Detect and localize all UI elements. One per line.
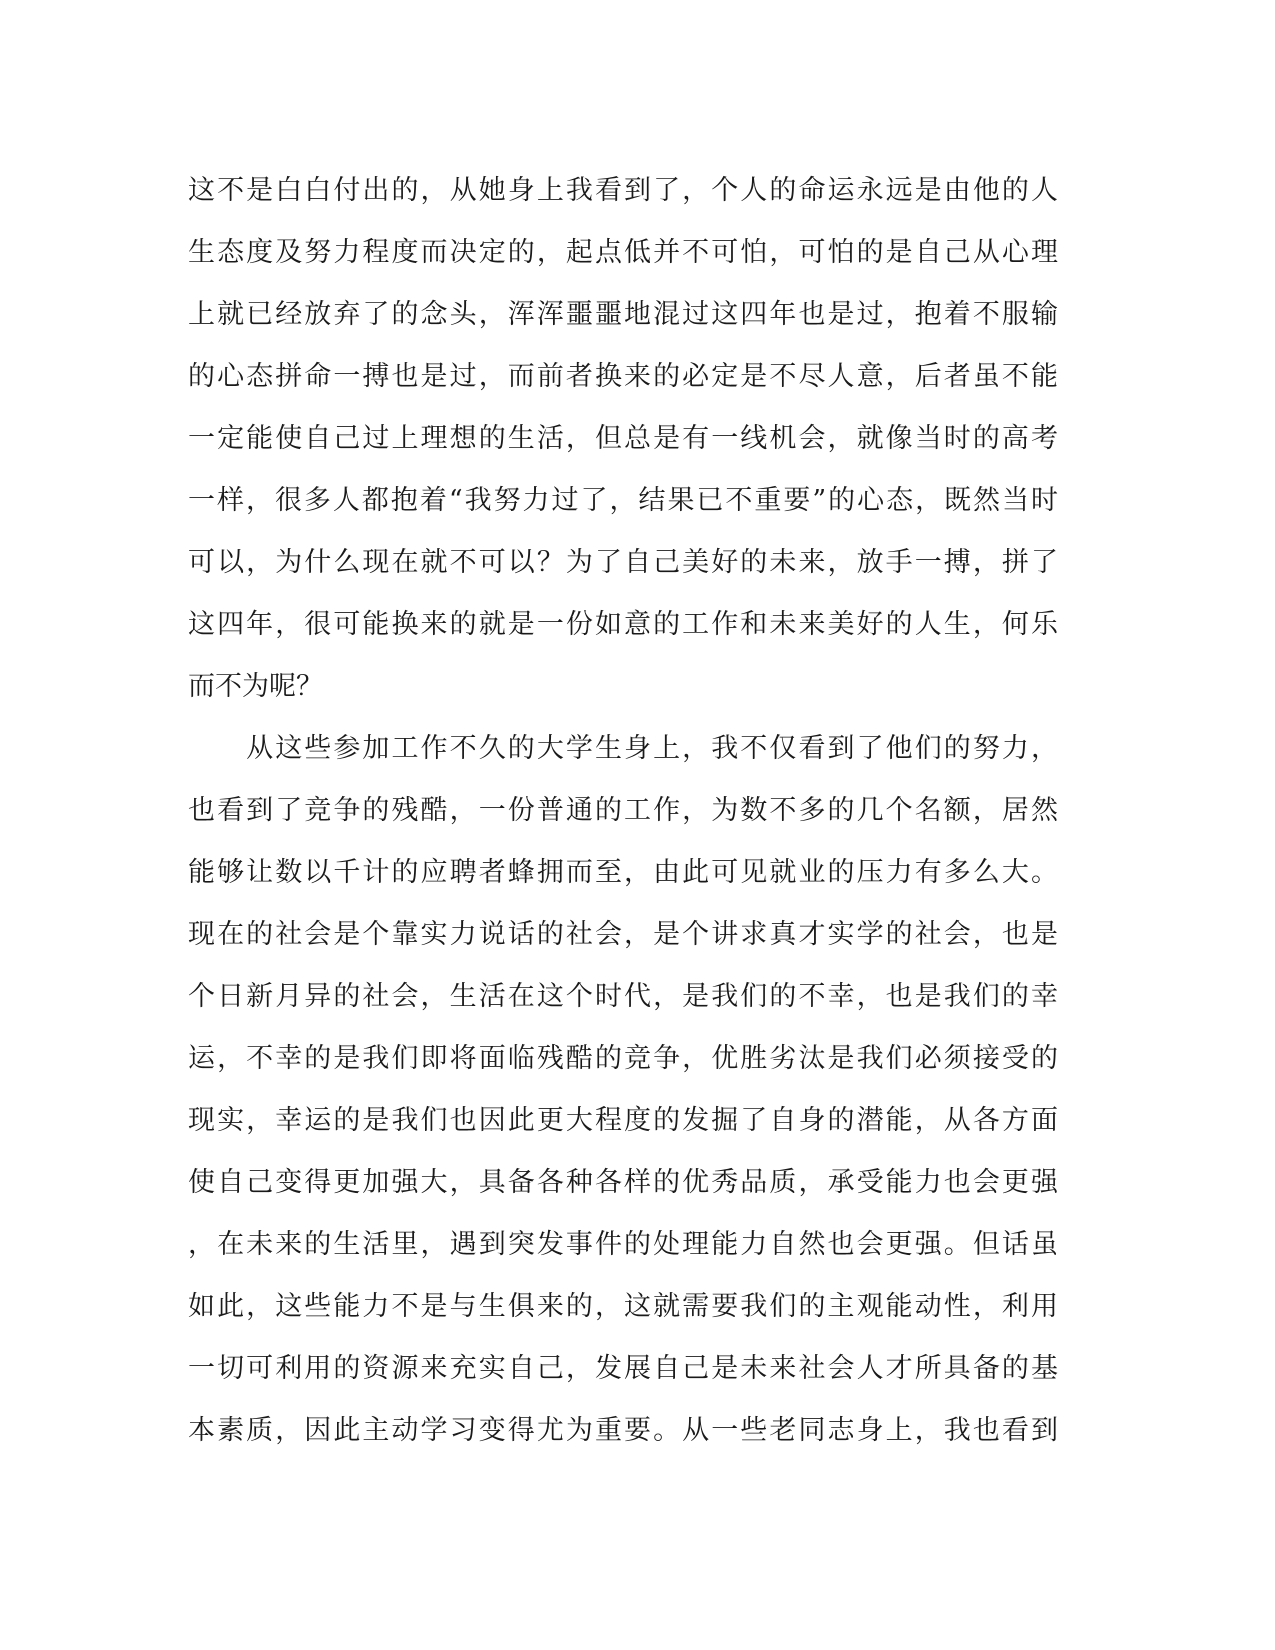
text-line: 一定能使自己过上理想的生活，但总是有一线机会，就像当时的高考 (188, 423, 1058, 454)
text-line: 这四年，很可能换来的就是一份如意的工作和未来美好的人生，何乐 (188, 609, 1058, 640)
text-line: 现在的社会是个靠实力说话的社会，是个讲求真才实学的社会，也是 (188, 919, 1058, 950)
text-line: 一切可利用的资源来充实自己，发展自己是未来社会人才所具备的基 (188, 1353, 1058, 1384)
text-line: 本素质，因此主动学习变得尤为重要。从一些老同志身上，我也看到 (188, 1415, 1058, 1446)
text-line: 可以，为什么现在就不可以？为了自己美好的未来，放手一搏，拼了 (188, 547, 1058, 578)
text-line: 使自己变得更加强大，具备各种各样的优秀品质，承受能力也会更强 (188, 1167, 1058, 1198)
text-line: 上就已经放弃了的念头，浑浑噩噩地混过这四年也是过，抱着不服输 (188, 299, 1058, 330)
paragraph-1 (188, 160, 1058, 718)
text-line: ，在未来的生活里，遇到突发事件的处理能力自然也会更强。但话虽 (188, 1229, 1058, 1260)
text-line: 能够让数以千计的应聘者蜂拥而至，由此可见就业的压力有多么大。 (188, 857, 1058, 888)
body-text (188, 160, 1058, 1462)
text-line: 这不是白白付出的，从她身上我看到了，个人的命运永远是由他的人 (188, 175, 1058, 206)
text-line: 个日新月异的社会，生活在这个时代，是我们的不幸，也是我们的幸 (188, 981, 1058, 1012)
paragraph-2 (188, 718, 1058, 1462)
text-line: 也看到了竞争的残酷，一份普通的工作，为数不多的几个名额，居然 (188, 795, 1058, 826)
text-line: 现实，幸运的是我们也因此更大程度的发掘了自身的潜能，从各方面 (188, 1105, 1058, 1136)
text-line: 运，不幸的是我们即将面临残酷的竞争，优胜劣汰是我们必须接受的 (188, 1043, 1058, 1074)
text-line: 的心态拼命一搏也是过，而前者换来的必定是不尽人意，后者虽不能 (188, 361, 1058, 392)
text-line: 一样，很多人都抱着“我努力过了，结果已不重要”的心态，既然当时 (188, 485, 1058, 516)
text-line: 如此，这些能力不是与生俱来的，这就需要我们的主观能动性，利用 (188, 1291, 1058, 1322)
text-line: 从这些参加工作不久的大学生身上，我不仅看到了他们的努力， (188, 733, 1058, 764)
text-line: 而不为呢？ (188, 671, 323, 702)
text-line: 生态度及努力程度而决定的，起点低并不可怕，可怕的是自己从心理 (188, 237, 1058, 268)
